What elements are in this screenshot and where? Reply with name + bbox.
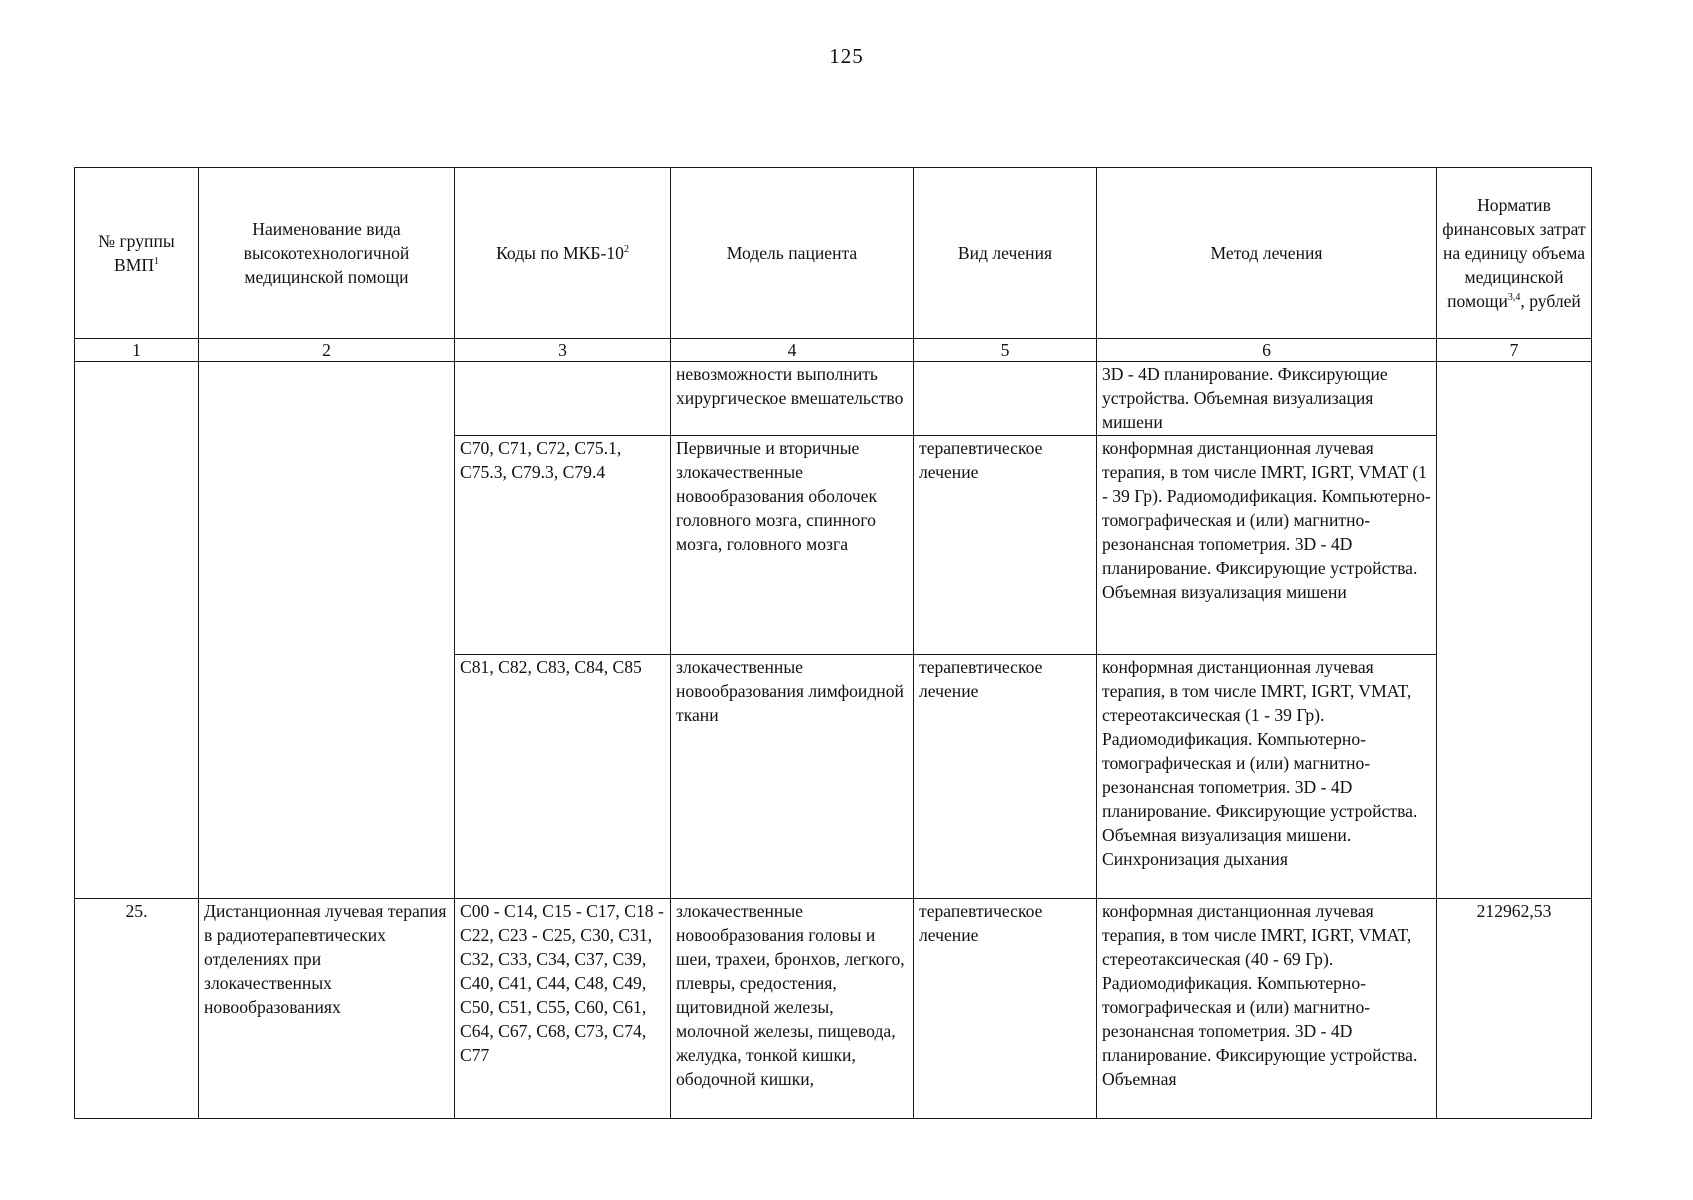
header-row xyxy=(75,168,1592,339)
treatment-type-cell xyxy=(914,362,1097,436)
group-number-cell xyxy=(75,362,199,899)
treatment-type-cell: терапевтическое лечение xyxy=(914,655,1097,899)
page-number: 125 xyxy=(829,44,864,68)
icd-codes-cell: С00 - С14, С15 - С17, С18 - С22, С23 - С25, С30, С31, С32, С33, С34, С37, С39, С40, С41, С44, С48, С49, С50, С51, С55, С60, С61, С64, С67, С68, С73, С74, С77 xyxy=(455,899,671,1119)
group-number-cell: 25. xyxy=(75,899,199,1119)
header-care-type-name: Наименование вида высокотехнологичной медицинской помощи xyxy=(199,168,455,339)
header-patient-model: Модель пациента xyxy=(671,168,914,339)
column-number: 2 xyxy=(199,339,455,362)
patient-model-cell: злокачественные новообразования головы и шеи, трахеи, бронхов, легкого, плевры, средостения, щитовидной железы, молочной железы, пищевода, желудка, тонкой кишки, ободочной кишки, xyxy=(671,899,914,1119)
column-number-row xyxy=(75,339,1592,362)
header-treatment-type: Вид лечения xyxy=(914,168,1097,339)
treatment-method-cell: конформная дистанционная лучевая терапия, в том числе IMRT, IGRT, VMAT, стереотаксическая (40 - 69 Гр). Радиомодификация. Компьютерно-томографическая и (или) магнитно-резонансная топометрия. 3D - 4D планирование. Фиксирующие устройства. Объемная xyxy=(1097,899,1437,1119)
vmp-table xyxy=(74,167,1592,1119)
column-number: 3 xyxy=(455,339,671,362)
treatment-method-cell: конформная дистанционная лучевая терапия, в том числе IMRT, IGRT, VMAT (1 - 39 Гр). Радиомодификация. Компьютерно-томографическая и (или) магнитно-резонансная топометрия. 3D - 4D планирование. Фиксирующие устройства. Объемная визуализация мишени xyxy=(1097,436,1437,655)
treatment-type-cell: терапевтическое лечение xyxy=(914,899,1097,1119)
cost-cell xyxy=(1437,362,1592,899)
column-number: 7 xyxy=(1437,339,1592,362)
treatment-type-cell: терапевтическое лечение xyxy=(914,436,1097,655)
header-treatment-method: Метод лечения xyxy=(1097,168,1437,339)
patient-model-cell: злокачественные новообразования лимфоидной ткани xyxy=(671,655,914,899)
table-row xyxy=(75,362,1592,436)
icd-codes-cell: С70, С71, С72, С75.1, С75.3, С79.3, С79.4 xyxy=(455,436,671,655)
column-number: 4 xyxy=(671,339,914,362)
patient-model-cell: невозможности выполнить хирургическое вмешательство xyxy=(671,362,914,436)
patient-model-cell: Первичные и вторичные злокачественные новообразования оболочек головного мозга, спинного мозга, головного мозга xyxy=(671,436,914,655)
care-type-name-cell: Дистанционная лучевая терапия в радиотерапевтических отделениях при злокачественных новообразованиях xyxy=(199,899,455,1119)
header-icd-codes: Коды по МКБ-$10^2$ xyxy=(455,168,671,339)
icd-codes-cell: С81, С82, С83, С84, С85 xyxy=(455,655,671,899)
care-type-name-cell xyxy=(199,362,455,899)
column-number: 5 xyxy=(914,339,1097,362)
column-number: 1 xyxy=(75,339,199,362)
header-group-number: № группы ВМП$^1$ xyxy=(75,168,199,339)
header-cost-standard: Норматив финансовых затрат на единицу объема медицинской помощи$^{3,4}$, рублей xyxy=(1437,168,1592,339)
treatment-method-cell: конформная дистанционная лучевая терапия, в том числе IMRT, IGRT, VMAT, стереотаксическая (1 - 39 Гр). Радиомодификация. Компьютерно-томографическая и (или) магнитно-резонансная топометрия. 3D - 4D планирование. Фиксирующие устройства. Объемная визуализация мишени. Синхронизация дыхания xyxy=(1097,655,1437,899)
table-row xyxy=(75,899,1592,1119)
treatment-method-cell: 3D - 4D планирование. Фиксирующие устройства. Объемная визуализация мишени xyxy=(1097,362,1437,436)
icd-codes-cell xyxy=(455,362,671,436)
cost-cell: 212962,53 xyxy=(1437,899,1592,1119)
column-number: 6 xyxy=(1097,339,1437,362)
